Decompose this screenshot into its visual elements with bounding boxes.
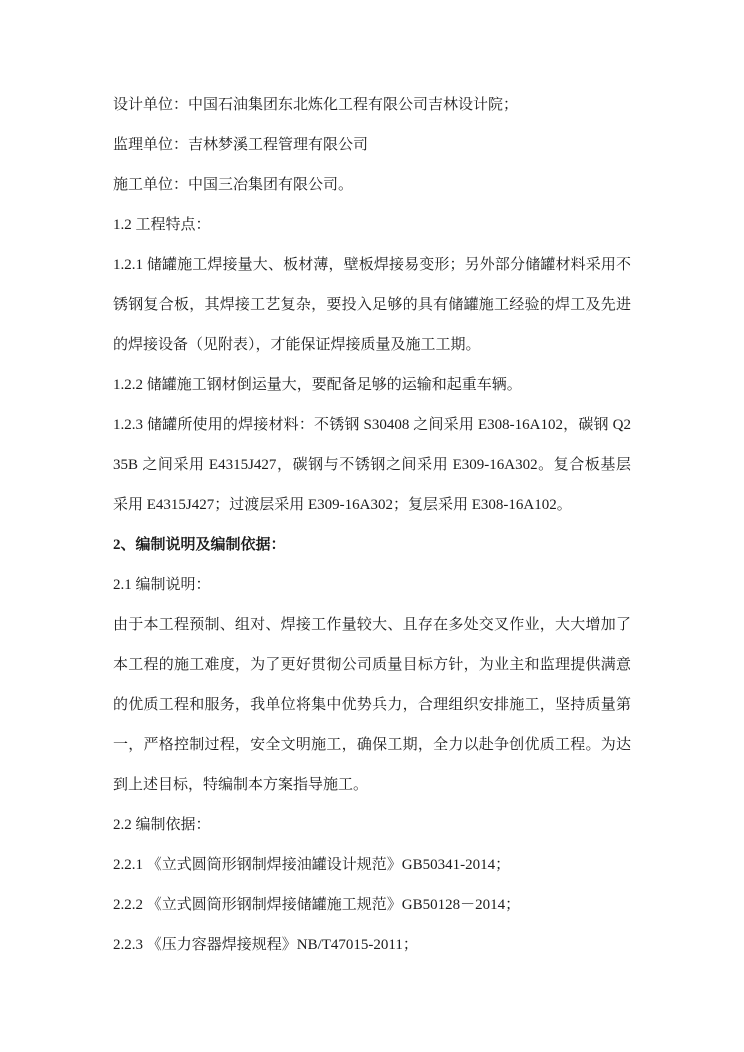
clause-2-2-2: 2.2.2 《立式圆筒形钢制焊接储罐施工规范》GB50128－2014； [113,897,521,913]
document-body [113,85,631,965]
clause-2-2-3: 2.2.3 《压力容器焊接规程》NB/T47015-2011； [113,937,418,953]
clause-1-2-3: 1.2.3 储罐所使用的焊接材料：不锈钢 S30408 之间采用 E308-16A102，碳钢 Q235B 之间采用 E4315J427，碳钢与不锈钢之间采用 E309-16A302。复合板基层采用 E4315J427；过渡层采用 E309-16A302；复层采用 E308-16A102。 [113,417,631,513]
section-2-1-heading: 2.1 编制说明： [113,577,211,593]
construction-unit-line: 施工单位：中国三冶集团有限公司。 [113,177,354,193]
clause-2-2-1: 2.2.1 《立式圆筒形钢制焊接油罐设计规范》GB50341-2014； [113,857,511,873]
section-1-2-heading: 1.2 工程特点： [113,217,211,233]
section-2-2-heading: 2.2 编制依据： [113,817,211,833]
para-2-1-body: 由于本工程预制、组对、焊接工作量较大、且存在多处交叉作业，大大增加了本工程的施工难度，为了更好贯彻公司质量目标方针，为业主和监理提供满意的优质工程和服务，我单位将集中优势兵力，合理组织安排施工，坚持质量第一，严格控制过程，安全文明施工，确保工期，全力以赴争创优质工程。为达到上述目标，特编制本方案指导施工。 [113,617,631,793]
clause-1-2-1: 1.2.1 储罐施工焊接量大、板材薄，壁板焊接易变形；另外部分储罐材料采用不锈钢复合板，其焊接工艺复杂，要投入足够的具有储罐施工经验的焊工及先进的焊接设备（见附表），才能保证焊接质量及施工工期。 [113,257,631,353]
supervision-unit-line: 监理单位：吉林梦溪工程管理有限公司 [113,137,369,153]
clause-1-2-2: 1.2.2 储罐施工钢材倒运量大，要配备足够的运输和起重车辆。 [113,377,522,393]
design-unit-line: 设计单位：中国石油集团东北炼化工程有限公司吉林设计院； [113,97,519,113]
section-2-heading: 2、编制说明及编制依据： [113,537,286,553]
